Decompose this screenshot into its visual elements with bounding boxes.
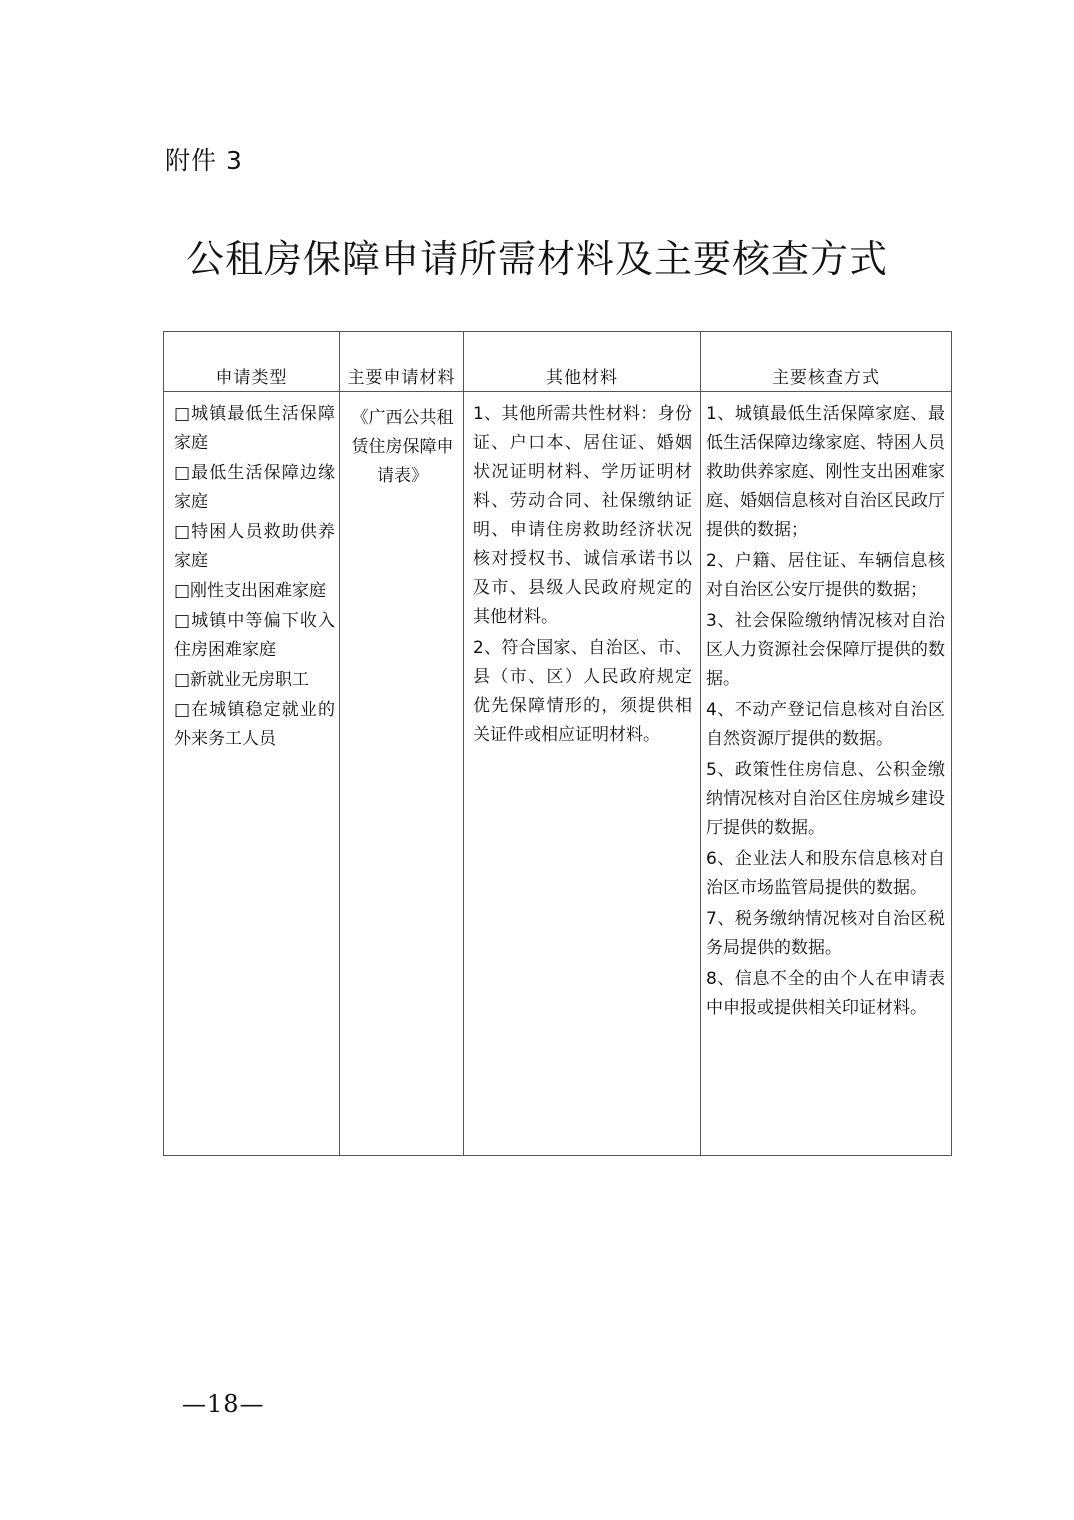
application-type-item: □城镇最低生活保障家庭: [174, 404, 335, 453]
verification-item: 7、税务缴纳情况核对自治区税务局提供的数据。: [706, 909, 945, 958]
verification-methods-cell: [701, 392, 952, 1156]
application-type-item: □特困人员救助供养家庭: [174, 522, 335, 571]
attachment-label: 附件 3: [165, 146, 243, 175]
page-title: 公租房保障申请所需材料及主要核查方式: [185, 237, 888, 281]
header-other-materials: 其他材料: [464, 332, 701, 392]
verification-item: 2、户籍、居住证、车辆信息核对自治区公安厅提供的数据；: [706, 551, 945, 600]
verification-item: 1、城镇最低生活保障家庭、最低生活保障边缘家庭、特困人员救助供养家庭、刚性支出困难家庭、婚姻信息核对自治区民政厅提供的数据；: [706, 404, 945, 540]
verification-item: 3、社会保险缴纳情况核对自治区人力资源社会保障厅提供的数据。: [706, 611, 945, 689]
main-materials-cell: [340, 392, 464, 1156]
header-verification-method: 主要核查方式: [701, 332, 952, 392]
materials-table: [163, 331, 952, 1156]
other-material-item: 1、其他所需共性材料：身份证、户口本、居住证、婚姻状况证明材料、学历证明材料、劳动合同、社保缴纳证明、申请住房救助经济状况核对授权书、诚信承诺书以及市、县级人民政府规定的其他材料。: [473, 404, 692, 627]
verification-item: 4、不动产登记信息核对自治区自然资源厅提供的数据。: [706, 700, 945, 749]
header-application-type: 申请类型: [164, 332, 340, 392]
verification-item: 5、政策性住房信息、公积金缴纳情况核对自治区住房城乡建设厅提供的数据。: [706, 760, 945, 838]
page-number: —18—: [182, 1390, 265, 1418]
application-type-item: □城镇中等偏下收入住房困难家庭: [174, 611, 335, 660]
table-header-row: [164, 332, 952, 392]
main-materials-text: 《广西公共租赁住房保障申请表》: [351, 408, 454, 486]
other-material-item: 2、符合国家、自治区、市、县（市、区）人民政府规定优先保障情形的，须提供相关证件或相应证明材料。: [473, 638, 692, 745]
table-row: [164, 392, 952, 1156]
application-type-item: □新就业无房职工: [174, 670, 310, 690]
verification-item: 8、信息不全的由个人在申请表中申报或提供相关印证材料。: [706, 969, 945, 1018]
application-type-item: □最低生活保障边缘家庭: [174, 463, 335, 512]
other-materials-cell: [464, 392, 701, 1156]
application-type-item: □刚性支出困难家庭: [174, 581, 327, 601]
application-types-cell: [164, 392, 340, 1156]
header-main-materials: 主要申请材料: [340, 332, 464, 392]
verification-item: 6、企业法人和股东信息核对自治区市场监管局提供的数据。: [706, 849, 945, 898]
application-type-item: □在城镇稳定就业的外来务工人员: [174, 700, 335, 749]
